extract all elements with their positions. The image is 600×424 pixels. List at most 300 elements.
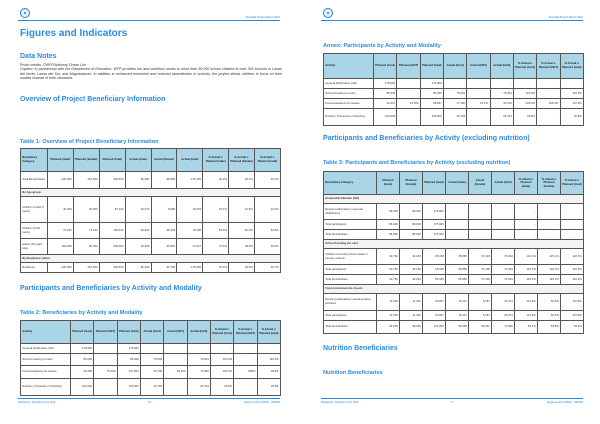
table-row <box>21 366 281 379</box>
table-cell: 175,000 <box>423 220 446 230</box>
table-cell: 82,300 <box>125 263 151 273</box>
table-row <box>21 263 281 273</box>
footer-country: Philippines, Republic of the (PH) <box>18 401 56 404</box>
table-cell: 25,793 <box>187 379 210 396</box>
table-cell: 100,000 <box>117 379 140 396</box>
table-cell: 32,240 <box>400 265 423 275</box>
section-label: By Residence status: <box>21 255 281 263</box>
participants-heading: Participants and Beneficiaries by Activity and Modality <box>20 285 202 292</box>
table-cell: 131.2% <box>515 294 538 311</box>
column-header: % Actual v. Planned (food) <box>210 321 233 344</box>
table-cell: 105.0% <box>513 99 536 109</box>
column-header: Actual (food) <box>140 321 163 344</box>
table-cell: 65,000 <box>423 249 446 265</box>
table-cell: 11,342 <box>400 294 423 311</box>
table-cell: 115.1% <box>538 249 561 265</box>
table-cell: 74,222 <box>73 223 99 239</box>
table-cell: 13,517 <box>467 99 490 109</box>
table-cell: 430,550 <box>99 172 125 189</box>
table-cell: 15,117 <box>446 311 469 321</box>
table-cell: 22.0% <box>255 197 281 223</box>
table-cell: - <box>94 379 117 396</box>
table-cell: - <box>561 230 584 240</box>
excl-nutrition-heading: Participants and Beneficiaries by Activity (excluding nutrition) <box>323 135 530 142</box>
column-header: % Actual v. Planned (female) <box>229 149 255 172</box>
table-cell: 73,227 <box>177 239 203 255</box>
table-cell: 19,063 <box>177 197 203 223</box>
table-cell: 53.4% <box>515 321 538 334</box>
table-cell: 25,793 <box>140 379 163 396</box>
table-cell: 68,050 <box>400 321 423 334</box>
column-header: % Actual v. Planned (total) <box>257 321 280 344</box>
table-cell: 21.5% <box>229 197 255 223</box>
table-cell: 65,000 <box>423 265 446 275</box>
table3-title: Table 3: Participants and Beneficiaries by Activity (excluding nutrition) <box>323 160 511 166</box>
row-label: People participating in asset-creation activities <box>324 294 377 311</box>
table-cell: 63,799 <box>140 366 163 379</box>
footer-divider <box>321 398 583 399</box>
table-cell: 148,444 <box>99 223 125 239</box>
table-cell: 175,095 <box>177 263 203 273</box>
table-cell: 35,856 <box>446 249 469 265</box>
table-cell: 37,148 <box>469 275 492 285</box>
table-cell: 30,476 <box>490 99 513 109</box>
column-header: % Actual v. Planned (CBT) <box>537 54 560 79</box>
table-cell: 220,000 <box>48 172 74 189</box>
table-row <box>324 249 584 265</box>
table-row <box>324 220 584 230</box>
column-header: Actual (food) <box>443 54 466 79</box>
table-cell: 75,004 <box>187 354 210 366</box>
column-header: Planned (male) <box>48 149 74 172</box>
table-cell: 175,000 <box>423 204 446 220</box>
table-cell: 40.2% <box>203 172 229 189</box>
table-row <box>324 204 584 220</box>
table-cell: 110.1% <box>515 275 538 285</box>
page-number: 16 <box>148 401 151 404</box>
table-cell: 40.1% <box>229 172 255 189</box>
table-cell: 35,856 <box>446 265 469 275</box>
table-cell: 51.0% <box>229 223 255 239</box>
table-row <box>21 354 281 366</box>
table-cell: 52.5% <box>538 311 561 321</box>
table-cell: 86,000 <box>377 220 400 230</box>
table-cell: 25.8% <box>513 109 536 126</box>
column-header: Actual (total) <box>490 54 513 79</box>
column-header: % Actual v. Planned (male) <box>515 172 538 195</box>
table-cell: 175,000 <box>374 79 397 89</box>
table-cell: 53.8% <box>203 223 229 239</box>
row-label: Food-Assistance-for-Assets <box>21 366 71 379</box>
column-header: Planned (female) <box>400 172 423 195</box>
table-cell: - <box>492 220 515 230</box>
table-cell: 8,990 <box>151 197 177 223</box>
column-header: % Actual v. Planned (total) <box>560 54 583 79</box>
column-header: Beneficiary Category <box>21 149 48 172</box>
table-cell: 25,793 <box>490 109 513 126</box>
table-cell: 110.1% <box>515 265 538 275</box>
table-cell: 85,000 <box>117 354 140 366</box>
photo-credits: Photo credits: ©WFP/Anthony Chase Lim <box>20 63 86 67</box>
table-cell: - <box>537 79 560 89</box>
table-row <box>324 294 584 311</box>
table-cell: 86,000 <box>377 230 400 240</box>
table-section-row <box>21 255 281 263</box>
table-cell: 86,000 <box>377 204 400 220</box>
table-cell: - <box>234 354 257 366</box>
table-row <box>324 109 584 126</box>
column-header: Planned (food) <box>374 54 397 79</box>
column-header: % Actual v. Planned (female) <box>538 172 561 195</box>
table-cell: - <box>446 230 469 240</box>
table-cell: - <box>94 354 117 366</box>
table-cell: 32,240 <box>400 249 423 265</box>
table-section-row <box>21 189 281 197</box>
table-cell: 89,000 <box>400 220 423 230</box>
footer-divider <box>18 398 280 399</box>
table-row <box>324 79 584 89</box>
table-cell: - <box>257 344 280 354</box>
table-cell: 107.5% <box>561 294 584 311</box>
table-row <box>324 230 584 240</box>
table-cell: 210,550 <box>73 263 99 273</box>
table-cell: - <box>469 230 492 240</box>
row-label: Children receiving school meals in primary schools <box>324 249 377 265</box>
table-cell: 175,000 <box>420 79 443 89</box>
row-label: Residents <box>21 263 48 273</box>
table-cell: - <box>467 89 490 99</box>
table-cell: - <box>446 204 469 220</box>
data-notes-heading: Data Notes <box>20 53 57 60</box>
row-label: Total beneficiaries <box>324 230 377 240</box>
table-cell: 110.6% <box>560 89 583 99</box>
table-cell: 115.1% <box>538 275 561 285</box>
column-header: Actual (total) <box>187 321 210 344</box>
row-label: Children (under 5 years) <box>21 197 48 223</box>
table-cell: 110.6% <box>210 354 233 366</box>
table-cell: 5,357 <box>469 311 492 321</box>
table-cell: 110.6% <box>257 354 280 366</box>
table-cell: 38,403 <box>151 223 177 239</box>
table-cell: 74,222 <box>48 223 74 239</box>
table-cell: 220,000 <box>48 263 74 273</box>
table-cell: 43.9% <box>229 263 255 273</box>
table-cell: - <box>467 79 490 89</box>
row-label: Nutrition: Prevention of Stunting <box>324 109 374 126</box>
table-cell: - <box>515 230 538 240</box>
table-cell: - <box>490 79 513 89</box>
column-header: Activity <box>21 321 71 344</box>
row-label: School Feeding (on-site) <box>21 354 71 366</box>
table-cell: 10,073 <box>125 197 151 223</box>
table-cell: 40.1% <box>255 172 281 189</box>
column-header: % Actual v. Planned (male) <box>203 149 229 172</box>
table-cell: 85,000 <box>374 89 397 99</box>
table-row <box>21 223 281 239</box>
column-header: Beneficiary Category <box>324 172 377 195</box>
table-row <box>21 344 281 354</box>
row-label: General Distribution (GD) <box>21 344 71 354</box>
table-cell: 37.6% <box>203 239 229 255</box>
table-cell: 75,004 <box>490 89 513 99</box>
table-cell: 137,200 <box>117 366 140 379</box>
table-cell: 175,000 <box>423 230 446 240</box>
column-header: Planned (female) <box>73 149 99 172</box>
table-cell: 93.8% <box>257 366 280 379</box>
row-label: Adults (18 years plus) <box>21 239 48 255</box>
column-header: Planned (CBT) <box>94 321 117 344</box>
table-cell: 110.6% <box>561 275 584 285</box>
table-cell: - <box>538 220 561 230</box>
table-cell: 25,793 <box>443 109 466 126</box>
row-label: Children (5-18 years) <box>21 223 48 239</box>
table-cell: 25.8% <box>210 379 233 396</box>
footer-country: Philippines, Republic of the (PH) <box>321 401 359 404</box>
table-cell: 430,550 <box>99 263 125 273</box>
table-cell: 107.5% <box>561 311 584 321</box>
header-divider <box>321 20 583 21</box>
table-row <box>324 311 584 321</box>
table-cell: 110.1% <box>515 249 538 265</box>
table-cell: 62,200 <box>71 366 94 379</box>
table-cell: 73,004 <box>492 249 515 265</box>
table-cell: - <box>469 204 492 220</box>
footer-project: Single Country PRRO - 200296 <box>546 401 583 404</box>
table-cell: 110.6% <box>561 265 584 275</box>
table-cell: 25.1% <box>203 197 229 223</box>
table-cell: 20,474 <box>492 311 515 321</box>
table-cell: 69,150 <box>377 321 400 334</box>
column-header: Planned (male) <box>377 172 400 195</box>
table-cell: - <box>234 379 257 396</box>
table-cell: 175,000 <box>117 344 140 354</box>
column-header: Planned (total) <box>420 54 443 79</box>
table-header-row <box>324 54 584 79</box>
column-header: Actual (female) <box>469 172 492 195</box>
table-cell: - <box>538 230 561 240</box>
nutrition-heading: Nutrition Beneficiaries <box>323 345 398 352</box>
table-cell: - <box>164 354 187 366</box>
table-cell: - <box>537 89 560 99</box>
table-row <box>21 239 281 255</box>
table-cell: 32,760 <box>377 265 400 275</box>
table-cell: 137,200 <box>423 321 446 334</box>
table-cell: 100,000 <box>374 109 397 126</box>
table-cell: - <box>187 344 210 354</box>
table-cell: 75,000 <box>94 366 117 379</box>
table-cell: - <box>515 204 538 220</box>
table-cell: 78,345 <box>177 223 203 239</box>
table-cell: 37,148 <box>469 249 492 265</box>
table-cell: 32,760 <box>377 275 400 285</box>
table-cell: 38.5% <box>229 239 255 255</box>
table-cell: - <box>538 204 561 220</box>
table-cell: - <box>513 79 536 89</box>
table-cell: - <box>94 344 117 354</box>
row-label: Total beneficiaries <box>324 321 377 334</box>
row-label: Food-Assistance-for-Assets <box>324 99 374 109</box>
table-cell: 100,000 <box>420 109 443 126</box>
table-cell: 36,659 <box>446 321 469 334</box>
table-cell: - <box>561 220 584 230</box>
table-cell: 11,342 <box>400 311 423 321</box>
table-cell: 88,684 <box>151 172 177 189</box>
table-row <box>21 379 281 396</box>
table-cell: 11,525 <box>377 294 400 311</box>
section-label: School Feeding (on-site) <box>324 240 584 249</box>
table-section-row <box>324 285 584 294</box>
annex-title: Annex: Participants by Activity and Modality <box>323 43 441 49</box>
table-cell: 115.1% <box>538 265 561 275</box>
page-number: 17 <box>451 401 454 404</box>
table-header-row <box>21 149 281 172</box>
table-cell: 40,000 <box>73 197 99 223</box>
table-cell: 999% <box>234 366 257 379</box>
table-cell: - <box>234 344 257 354</box>
table-cell: - <box>397 89 420 99</box>
column-header: Planned (CBT) <box>397 54 420 79</box>
section-label: General Distribution (GD) <box>324 195 584 204</box>
table-cell: 5,357 <box>469 294 492 311</box>
page-title: Figures and Indicators <box>20 28 128 39</box>
header-divider <box>18 20 280 21</box>
table-cell: 110.6% <box>561 249 584 265</box>
table-cell: 25.8% <box>257 379 280 396</box>
table-cell: 89,000 <box>400 230 423 240</box>
nutrition-subheading: Nutrition Beneficiaries <box>323 370 383 376</box>
header-text: Standard Project Report 2016 <box>245 16 280 19</box>
table-cell: 25.8% <box>560 109 583 126</box>
table-cell: 86,381 <box>125 172 151 189</box>
row-label: Total participants <box>324 265 377 275</box>
table-cell: 102,188 <box>48 239 74 255</box>
row-label: School Feeding (on-site) <box>324 89 374 99</box>
table-cell: - <box>164 344 187 354</box>
column-header: Actual (CBT) <box>164 321 187 344</box>
table-cell: - <box>446 220 469 230</box>
section-label: Food-Assistance-for-Assets <box>324 285 584 294</box>
table-cell: - <box>561 204 584 220</box>
table-cell: 85,000 <box>71 354 94 366</box>
table-cell: 87,320 <box>99 197 125 223</box>
table-cell: - <box>560 79 583 89</box>
table-cell: 73,996 <box>492 321 515 334</box>
table-cell: 73,999 <box>187 366 210 379</box>
table-cell: 28,847 <box>420 99 443 109</box>
table-cell: 22,867 <box>423 311 446 321</box>
table-cell: 22,867 <box>423 294 446 311</box>
table-cell: 39,942 <box>125 223 151 239</box>
table-cell: 53.8% <box>561 321 584 334</box>
column-header: % Actual v. Planned (CBT) <box>234 321 257 344</box>
row-label: General Distribution (GD) <box>324 79 374 89</box>
column-header: Planned (total) <box>117 321 140 344</box>
table-cell: - <box>469 220 492 230</box>
table-row <box>21 172 281 189</box>
table-row <box>324 99 584 109</box>
table-cell: 36,366 <box>125 239 151 255</box>
table-cell: 16,347 <box>374 99 397 109</box>
table-cell: 12,500 <box>397 99 420 109</box>
table-cell: 92,795 <box>151 263 177 273</box>
table1-title: Table 1: Overview of Project Beneficiary Information <box>20 139 159 145</box>
row-label: Total beneficiaries <box>324 275 377 285</box>
table-cell: - <box>397 79 420 89</box>
table-cell: 35,856 <box>446 275 469 285</box>
table-cell: 65,000 <box>423 275 446 285</box>
row-label: Total participants <box>324 220 377 230</box>
table-cell: 85,000 <box>420 89 443 99</box>
column-header: Actual (total) <box>492 172 515 195</box>
table-cell: 107.6% <box>560 99 583 109</box>
table-cell: 52.5% <box>538 294 561 311</box>
table-header-row <box>324 172 584 195</box>
column-header: Actual (male) <box>125 149 151 172</box>
table-row <box>324 89 584 99</box>
table-cell: 110.6% <box>513 89 536 99</box>
table-cell: - <box>443 79 466 89</box>
column-header: % Actual v. Planned (total) <box>255 149 281 172</box>
table-cell: 32,760 <box>377 249 400 265</box>
table-cell: 36,957 <box>469 321 492 334</box>
table-cell: 37.4% <box>203 263 229 273</box>
table-cell: 40,000 <box>48 197 74 223</box>
row-label: Nutrition: Prevention of Stunting <box>21 379 71 396</box>
table-cell: - <box>492 230 515 240</box>
row-label: Total participants <box>324 311 377 321</box>
table-cell: 11,525 <box>377 311 400 321</box>
photo-caption: Caption: In partnership with the Department of Education, WFP provides hot and nutritious meals to more than 80,000 school children in over 300 schools in Lanao del Norte, Lanao del Sur, and Maguindanao. In addition to enhanced enrolment and reduced absenteeism in schools, the project allows children to focus on their studies instead of their stomachs. <box>20 67 282 81</box>
table-cell: 131.2% <box>515 311 538 321</box>
row-label: Total Beneficiaries <box>21 172 48 189</box>
table-cell: 96,000 <box>73 239 99 255</box>
table-row <box>324 265 584 275</box>
table-cell: 17,150 <box>443 99 466 109</box>
column-header: Planned (total) <box>423 172 446 195</box>
table2-title: Table 2: Beneficiaries by Activity and Modality <box>20 310 143 316</box>
table-cell: - <box>467 109 490 126</box>
table-row <box>324 275 584 285</box>
table-cell: 210,550 <box>73 172 99 189</box>
table-cell: - <box>537 109 560 126</box>
table-header-row <box>21 321 281 344</box>
table-cell: - <box>140 344 163 354</box>
table-cell: 175,000 <box>71 344 94 354</box>
table-cell: 108.1% <box>537 99 560 109</box>
beneficiary-overview-table <box>20 148 281 273</box>
column-header: Actual (female) <box>151 149 177 172</box>
column-header: Planned (food) <box>71 321 94 344</box>
table-cell: 40.7% <box>255 263 281 273</box>
table-cell: 65,400 <box>164 366 187 379</box>
activity-modality-table <box>20 320 281 396</box>
wfp-logo-icon <box>20 8 30 18</box>
footer-project: Single Country PRRO - 200296 <box>243 401 280 404</box>
table-cell: 73,004 <box>492 265 515 275</box>
table-cell: 73,004 <box>492 275 515 285</box>
section-label: By Age-group: <box>21 189 281 197</box>
table-cell: 200,000 <box>99 239 125 255</box>
table-cell: - <box>515 220 538 230</box>
table-cell: 53.8% <box>538 321 561 334</box>
report-page-right <box>303 0 600 424</box>
table-cell: 36.6% <box>255 239 281 255</box>
table-cell: - <box>164 379 187 396</box>
table-section-row <box>324 240 584 249</box>
excl-nutrition-table <box>323 171 584 334</box>
table-cell: 75,004 <box>140 354 163 366</box>
column-header: % Actual v. Planned (total) <box>561 172 584 195</box>
